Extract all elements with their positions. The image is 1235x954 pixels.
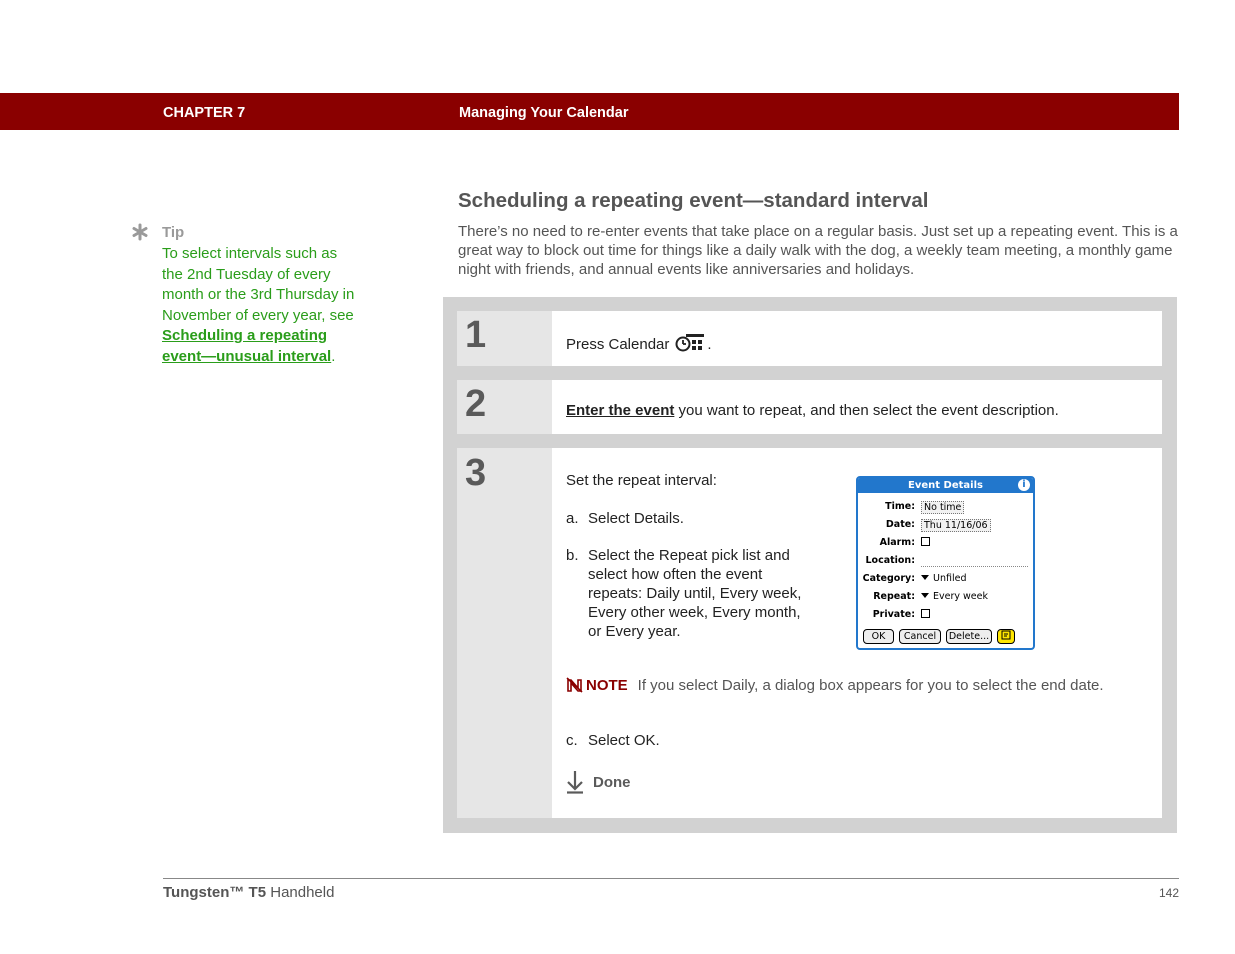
private-checkbox-wrap — [921, 609, 930, 620]
note-button[interactable] — [997, 629, 1015, 644]
note-icon — [1001, 630, 1011, 640]
date-row — [858, 516, 1033, 534]
category-value: Unfiled — [933, 573, 967, 584]
product-name-rest: Handheld — [266, 884, 335, 901]
private-row — [858, 606, 1033, 624]
dialog-titlebar — [858, 478, 1033, 493]
substep-b-line: or Every year. — [588, 623, 681, 640]
substep-b-line: Select the Repeat pick list and — [588, 547, 790, 564]
info-icon[interactable]: i — [1018, 479, 1030, 491]
ok-button[interactable]: OK — [863, 629, 894, 644]
step-1-number: 1 — [465, 314, 487, 356]
location-row — [858, 552, 1033, 570]
private-checkbox[interactable] — [921, 609, 930, 618]
tip-end: . — [331, 347, 336, 365]
tip-label: Tip — [162, 224, 185, 241]
step-1-label: Press Calendar — [566, 336, 670, 353]
footer-divider — [163, 878, 1179, 879]
alarm-label: Alarm: — [879, 537, 915, 548]
category-picker[interactable] — [921, 573, 966, 584]
substep-c — [566, 732, 660, 749]
alarm-checkbox-wrap — [921, 537, 930, 548]
step-1-end: . — [707, 336, 712, 353]
date-label: Date: — [885, 519, 915, 530]
substep-b-letter: b. — [566, 547, 579, 564]
chapter-title: Managing Your Calendar — [459, 105, 629, 121]
page-number: 142 — [1158, 886, 1179, 900]
repeat-picker[interactable] — [921, 591, 988, 602]
tip-link-unusual-interval[interactable]: Scheduling a repeating event—unusual interval — [162, 327, 332, 365]
step-3-number: 3 — [465, 452, 487, 494]
note-block — [566, 676, 1146, 695]
substep-a-letter: a. — [566, 510, 579, 527]
cancel-button[interactable]: Cancel — [899, 629, 941, 644]
note-label: NOTE — [586, 677, 628, 694]
tip-text — [162, 244, 357, 367]
step-3-number-cell — [457, 448, 552, 818]
step-2-number: 2 — [465, 383, 487, 425]
substep-b-line: select how often the event — [588, 566, 763, 583]
dialog-title: Event Details — [908, 480, 983, 491]
repeat-label: Repeat: — [873, 591, 915, 602]
step-1-text — [566, 333, 712, 353]
calendar-button-icon — [675, 333, 707, 353]
substep-c-letter: c. — [566, 732, 578, 749]
step-3-intro: Set the repeat interval: — [566, 472, 717, 489]
enter-event-link[interactable]: Enter the event — [566, 402, 675, 419]
repeat-value: Every week — [933, 591, 988, 602]
time-label: Time: — [885, 501, 915, 512]
repeat-row — [858, 588, 1033, 606]
substep-b-line: repeats: Daily until, Every week, — [588, 585, 802, 602]
section-intro: There’s no need to re-enter events that take place on a regular basis. Just set up a repeating event. This is a great way to block out time for things like a daily walk with the dog, a weekly team meeting, a monthly game night with friends, and annual events like anniversaries and holidays. — [458, 223, 1178, 278]
location-label: Location: — [865, 555, 915, 566]
substep-b-line: Every other week, Every month, — [588, 604, 801, 621]
delete-button[interactable]: Delete... — [946, 629, 992, 644]
dropdown-triangle-icon — [921, 575, 929, 580]
asterisk-icon — [130, 222, 150, 242]
chapter-header-bar — [0, 93, 1179, 130]
category-label: Category: — [862, 573, 915, 584]
alarm-checkbox[interactable] — [921, 537, 930, 546]
category-row — [858, 570, 1033, 588]
event-details-dialog — [856, 476, 1035, 650]
done-arrow-icon — [566, 770, 584, 794]
section-title: Scheduling a repeating event—standard interval — [458, 189, 929, 212]
dropdown-triangle-icon — [921, 593, 929, 598]
location-field[interactable] — [921, 566, 1028, 567]
note-hand-icon — [566, 677, 583, 693]
private-label: Private: — [872, 609, 915, 620]
done-label: Done — [593, 774, 631, 791]
footer-product — [163, 884, 334, 901]
product-name-bold: Tungsten™ T5 — [163, 884, 267, 901]
step-2-text — [566, 402, 1059, 419]
substep-a-text: Select Details. — [588, 510, 684, 527]
time-row — [858, 498, 1033, 516]
time-value[interactable]: No time — [921, 501, 964, 514]
substep-c-text: Select OK. — [588, 732, 660, 749]
step-2-rest: you want to repeat, and then select the event description. — [674, 402, 1059, 419]
chapter-number: CHAPTER 7 — [163, 105, 246, 121]
alarm-row — [858, 534, 1033, 552]
date-value[interactable]: Thu 11/16/06 — [921, 519, 991, 532]
tip-body-text: To select intervals such as the 2nd Tuesday of every month or the 3rd Thursday in November of every year, see — [162, 245, 355, 324]
note-text: If you select Daily, a dialog box appears for you to select the end date. — [637, 677, 1104, 694]
